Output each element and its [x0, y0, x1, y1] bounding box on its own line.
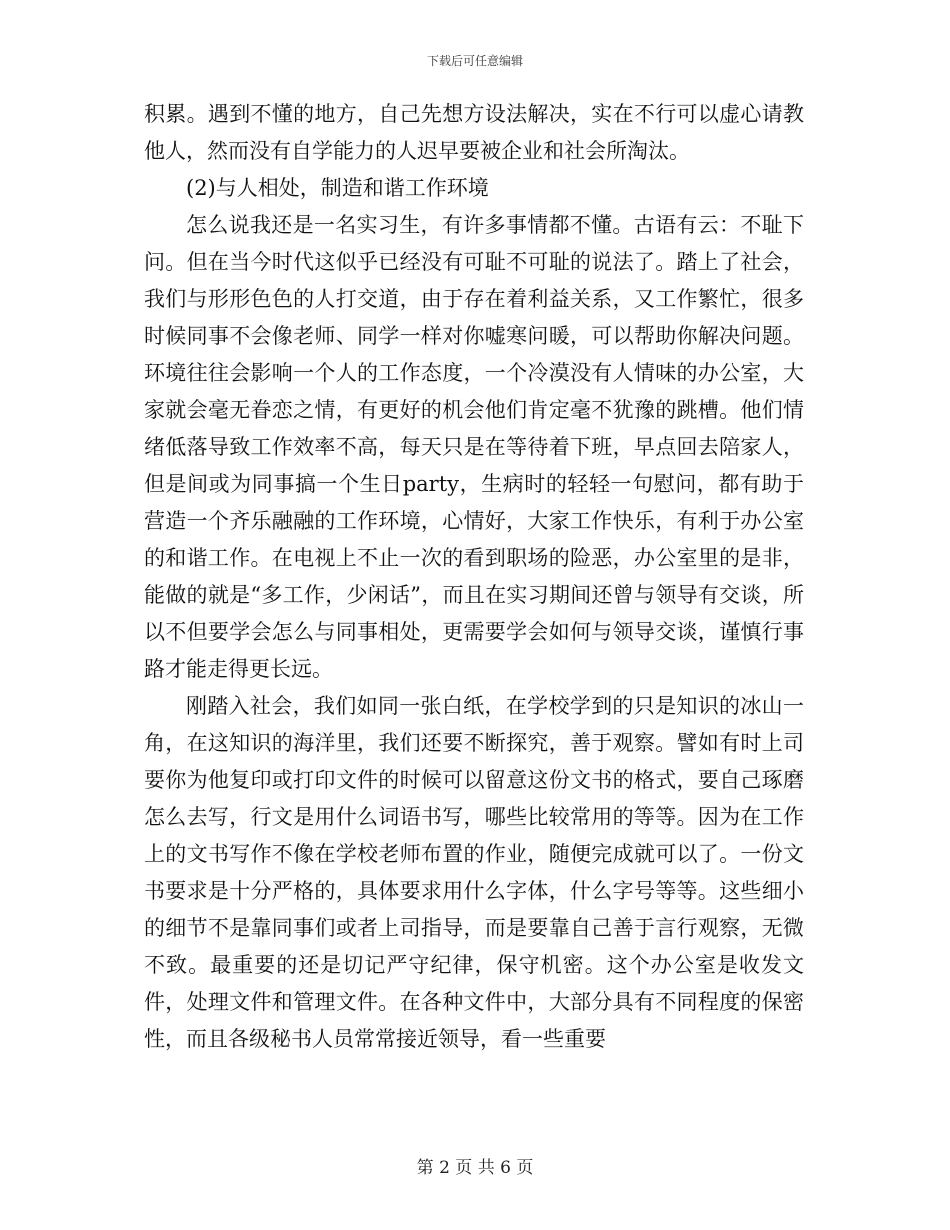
- paragraph: 怎么说我还是一名实习生，有许多事情都不懂。古语有云：不耻下问。但在当今时代这似乎已经没有可耻不可耻的说法了。踏上了社会，我们与形形色色的人打交道，由于存在着利益关系，又工作繁忙，很多时候同事不会像老师、同学一样对你嘘寒问暖，可以帮助你解决问题。环境往往会影响一个人的工作态度，一个冷漠没有人情味的办公室，大家就会毫无眷恋之情，有更好的机会他们肯定毫不犹豫的跳槽。他们情绪低落导致工作效率不高，每天只是在等待着下班，早点回去陪家人，但是间或为同事搞一个生日party，生病时的轻轻一句慰问，都有助于营造一个齐乐融融的工作环境，心情好，大家工作快乐，有利于办公室的和谐工作。在电视上不止一次的看到职场的险恶，办公室里的是非，能做的就是“多工作，少闲话”，而且在实习期间还曾与领导有交谈，所以不但要学会怎么与同事相处，更需要学会如何与领导交谈，谨慎行事路才能走得更长远。: [144, 213, 804, 681]
- paragraph: 积累。遇到不懂的地方，自己先想方设法解决，实在不行可以虚心请教他人，然而没有自学能力的人迟早要被企业和社会所淘汰。: [144, 102, 804, 163]
- document-body: [144, 96, 804, 1058]
- page-number-footer: 第 2 页 共 6 页: [416, 1158, 534, 1178]
- page-header: 下载后可任意编辑: [426, 54, 523, 68]
- paragraph: 刚踏入社会，我们如同一张白纸，在学校学到的只是知识的冰山一角，在这知识的海洋里，我们还要不断探究，善于观察。譬如有时上司要你为他复印或打印文件的时候可以留意这份文书的格式，要自己琢磨怎么去写，行文是用什么词语书写，哪些比较常用的等等。因为在工作上的文书写作不像在学校老师布置的作业，随便完成就可以了。一份文书要求是十分严格的，具体要求用什么字体，什么字号等等。这些细小的细节不是靠同事们或者上司指导，而是要靠自己善于言行观察，无微不致。最重要的还是切记严守纪律，保守机密。这个办公室是收发文件，处理文件和管理文件。在各种文件中，大部分具有不同程度的保密性，而且各级秘书人员常常接近领导，看一些重要: [144, 694, 804, 1051]
- section-heading: (2)与人相处，制造和谐工作环境: [186, 176, 489, 200]
